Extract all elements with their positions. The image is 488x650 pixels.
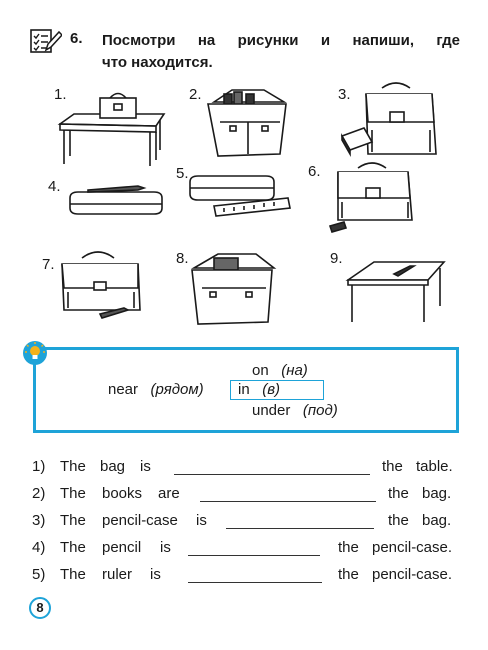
pencil-case-near-bag-picture-2 bbox=[316, 162, 426, 240]
pencil-checklist-icon bbox=[30, 28, 62, 54]
books-in-bag-picture bbox=[198, 82, 298, 160]
sentence-word: ruler bbox=[102, 566, 133, 583]
word-near-english: near bbox=[108, 381, 139, 398]
sentence-word: pencil bbox=[102, 539, 142, 556]
bag-on-table-picture bbox=[52, 80, 172, 172]
answer-blank[interactable] bbox=[188, 555, 320, 556]
sentence-word: The bbox=[60, 458, 86, 475]
picture-label: 8. bbox=[176, 250, 189, 267]
sentence-word: books bbox=[102, 485, 143, 502]
sentence-number: 5) bbox=[32, 566, 46, 583]
sentence-word: bag. bbox=[422, 485, 452, 502]
lightbulb-icon bbox=[22, 340, 48, 366]
sentence-number: 1) bbox=[32, 458, 46, 475]
instruction-word: Посмотри bbox=[102, 32, 176, 49]
answer-blank[interactable] bbox=[226, 528, 374, 529]
pencil-on-table-picture bbox=[344, 250, 448, 326]
pencil-under-bag-picture bbox=[52, 248, 152, 326]
word-on-translation: (на) bbox=[281, 362, 308, 379]
word-under-english: under bbox=[252, 402, 291, 419]
answer-blank[interactable] bbox=[188, 582, 322, 583]
sentence-number: 3) bbox=[32, 512, 46, 529]
task-number: 6. bbox=[70, 30, 83, 47]
sentence-row bbox=[32, 512, 458, 534]
picture-label: 2. bbox=[189, 86, 202, 103]
sentence-word: The bbox=[60, 539, 86, 556]
sentence-word: The bbox=[60, 512, 86, 529]
instruction-word: и bbox=[320, 32, 331, 49]
sentence-word: the bbox=[382, 458, 403, 475]
sentence-word: is bbox=[160, 539, 171, 556]
sentence-word: is bbox=[196, 512, 207, 529]
ruler-under-pencil-case-picture bbox=[184, 168, 294, 218]
books-in-bag-picture-2 bbox=[184, 248, 280, 328]
word-on-english: on bbox=[252, 362, 269, 379]
word-near-translation: (рядом) bbox=[150, 381, 204, 398]
sentence-number: 2) bbox=[32, 485, 46, 502]
sentence-word: is bbox=[150, 566, 161, 583]
picture-label: 7. bbox=[42, 256, 55, 273]
picture-label: 4. bbox=[48, 178, 61, 195]
answer-blank[interactable] bbox=[174, 474, 370, 475]
sentence-word: The bbox=[60, 485, 86, 502]
sentence-word: is bbox=[140, 458, 151, 475]
word-in-translation: (в) bbox=[262, 381, 281, 398]
word-in-english: in bbox=[238, 381, 250, 398]
sentence-word: the bbox=[388, 485, 409, 502]
word-under-translation: (под) bbox=[302, 402, 338, 419]
sentence-word: the bbox=[338, 566, 359, 583]
picture-label: 6. bbox=[308, 163, 321, 180]
sentence-row bbox=[32, 458, 458, 480]
answer-blank[interactable] bbox=[200, 501, 376, 502]
sentence-word: bag bbox=[100, 458, 126, 475]
sentence-row bbox=[32, 566, 458, 588]
sentence-row bbox=[32, 485, 458, 507]
sentence-word: bag. bbox=[422, 512, 452, 529]
task-instruction bbox=[102, 30, 460, 74]
sentence-row bbox=[32, 539, 458, 561]
sentence-word: pencil-case bbox=[102, 512, 178, 529]
sentence-word: the bbox=[338, 539, 359, 556]
sentence-word: pencil-case. bbox=[372, 539, 453, 556]
instruction-word: где bbox=[436, 32, 460, 49]
instruction-word: напиши, bbox=[352, 32, 415, 49]
sentence-word: are bbox=[158, 485, 180, 502]
word-near bbox=[108, 381, 204, 398]
sentence-word: table. bbox=[416, 458, 453, 475]
word-on bbox=[252, 362, 308, 379]
word-in bbox=[238, 381, 280, 398]
sentence-word: The bbox=[60, 566, 86, 583]
sentence-word: the bbox=[388, 512, 409, 529]
instruction-word: на bbox=[197, 32, 216, 49]
instruction-line-2: что находится. bbox=[102, 54, 213, 71]
picture-label: 5. bbox=[176, 165, 189, 182]
sentence-number: 4) bbox=[32, 539, 46, 556]
pencil-case-near-bag-picture bbox=[338, 82, 448, 162]
instruction-word: рисунки bbox=[237, 32, 299, 49]
picture-label: 1. bbox=[54, 86, 67, 103]
picture-label: 9. bbox=[330, 250, 343, 267]
page-number: 8 bbox=[29, 597, 51, 619]
pencil-on-pencil-case-picture bbox=[66, 176, 166, 220]
sentence-word: pencil-case. bbox=[372, 566, 453, 583]
word-under bbox=[252, 402, 338, 419]
picture-label: 3. bbox=[338, 86, 351, 103]
